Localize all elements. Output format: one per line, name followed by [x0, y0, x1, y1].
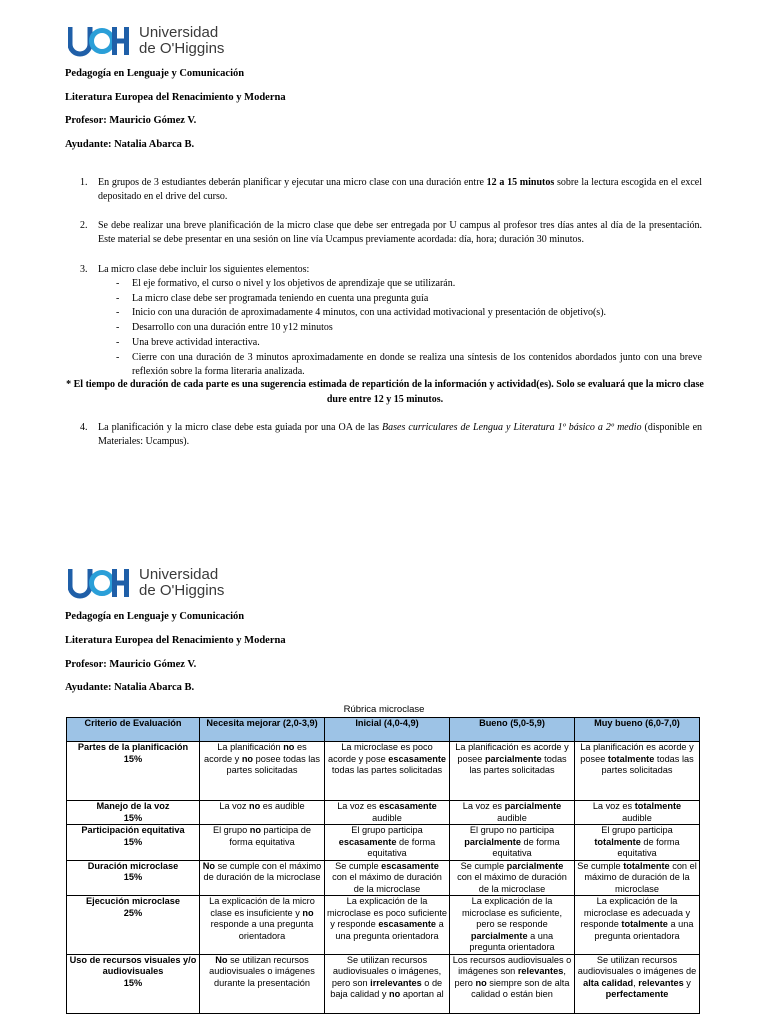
rubric-header-row — [67, 718, 700, 742]
logo-line-1: Universidad — [139, 24, 219, 41]
assistant-heading: Ayudante: Natalia Abarca B. — [65, 682, 195, 693]
criterion-cell: Duración microclase 15% — [67, 860, 200, 896]
criterion-cell: Participación equitativa 15% — [67, 825, 200, 861]
column-header: Necesita mejorar (2,0-3,9) — [200, 718, 325, 742]
university-logo — [68, 566, 224, 600]
list-item: - Cierre con una duración de 3 minutos aproximadamente en donde se realiza una síntesis de los contenidos abordados junto con una breve reflexión sobre la forma literaria analizada. — [116, 351, 702, 380]
course-heading: Literatura Europea del Renacimiento y Moderna — [65, 635, 286, 646]
rubric-cell: La explicación de la microclase es adecuada y responde totalmente a una pregunta orientadora — [575, 896, 700, 955]
rubric-cell: No se utilizan recursos audiovisuales o imágenes durante la presentación — [200, 954, 325, 1013]
assistant-heading: Ayudante: Natalia Abarca B. — [65, 139, 195, 150]
rubric-cell: Los recursos audiovisuales o imágenes son relevantes, pero no siempre son de alta calidad o están bien — [450, 954, 575, 1013]
instruction-item-2: Se debe realizar una breve planificación de la micro clase que debe ser entregada por U campus al profesor tres días antes al día de la presentación. Este material se debe presentar en una sesión on line vía Ucampus previamente acordada: día, hora; duración 30 minutos. — [98, 220, 702, 245]
criterion-cell: Uso de recursos visuales y/o audiovisuales 15% — [67, 954, 200, 1013]
item-number: 2. — [80, 220, 88, 231]
rubric-cell: La planificación es acorde y posee parcialmente todas las partes solicitadas — [450, 742, 575, 801]
rubric-cell: Se cumple totalmente con el máximo de duración de la microclase — [575, 860, 700, 896]
table-row — [67, 954, 700, 1013]
instruction-item-3: La micro clase debe incluir los siguientes elementos: — [98, 264, 310, 275]
rubric-cell: La voz es totalmente audible — [575, 801, 700, 825]
rubric-cell: La voz es escasamente audible — [325, 801, 450, 825]
item-number: 3. — [80, 264, 88, 275]
table-row — [67, 825, 700, 861]
rubric-cell: La voz no es audible — [200, 801, 325, 825]
rubric-cell: Se utilizan recursos audiovisuales o imágenes, pero son irrelevantes o de baja calidad y no aportan al — [325, 954, 450, 1013]
rubric-cell: Se cumple parcialmente con el máximo de duración de la microclase — [450, 860, 575, 896]
table-row — [67, 896, 700, 955]
rubric-cell: La planificación es acorde y posee totalmente todas las partes solicitadas — [575, 742, 700, 801]
rubric-cell: La explicación de la microclase es poco suficiente y responde escasamente a una pregunta orientadora — [325, 896, 450, 955]
table-row — [67, 742, 700, 801]
rubric-cell: La explicación de la micro clase es insuficiente y no responde a una pregunta orientadora — [200, 896, 325, 955]
rubric-cell: La planificación no es acorde y no posee todas las partes solicitadas — [200, 742, 325, 801]
instruction-item-1: En grupos de 3 estudiantes deberán planificar y ejecutar una micro clase con una duración entre 12 a 15 minutos sobre la lectura escogida en el excel depositado en el drive del curso. — [98, 177, 702, 202]
rubric-cell: Se utilizan recursos audiovisuales o imágenes de alta calidad, relevantes y perfectamente — [575, 954, 700, 1013]
column-header: Muy bueno (6,0-7,0) — [575, 718, 700, 742]
list-item: - La micro clase debe ser programada teniendo en cuenta una pregunta guía — [116, 292, 702, 307]
instruction-item-4: La planificación y la micro clase debe esta guiada por una OA de las Bases curriculares de Lengua y Literatura 1º básico a 2º medio (disponible en Materiales: Ucampus). — [98, 422, 703, 447]
rubric-cell: El grupo no participa de forma equitativa — [200, 825, 325, 861]
criterion-cell: Partes de la planificación 15% — [67, 742, 200, 801]
logo-line-2: de O'Higgins — [139, 582, 225, 599]
list-item: - El eje formativo, el curso o nivel y los objetivos de aprendizaje que se utilizarán. — [116, 277, 702, 292]
professor-heading: Profesor: Mauricio Gómez V. — [65, 659, 197, 670]
element-list — [116, 277, 702, 380]
criterion-cell: Manejo de la voz 15% — [67, 801, 200, 825]
item-number: 1. — [80, 177, 88, 188]
criterion-cell: Ejecución microclase 25% — [67, 896, 200, 955]
uoh-logo-icon — [68, 25, 130, 57]
rubric-cell: El grupo no participa parcialmente de forma equitativa — [450, 825, 575, 861]
rubric-cell: El grupo participa escasamente de forma equitativa — [325, 825, 450, 861]
table-row — [67, 801, 700, 825]
rubric-cell: La explicación de la microclase es suficiente, pero se responde parcialmente a una pregunta orientadora — [450, 896, 575, 955]
program-heading: Pedagogía en Lenguaje y Comunicación — [65, 68, 245, 79]
rubric-table — [66, 717, 700, 1014]
list-item: - Desarrollo con una duración entre 10 y12 minutos — [116, 321, 702, 336]
logo-line-2: de O'Higgins — [139, 40, 225, 57]
item-number: 4. — [80, 422, 88, 433]
program-heading: Pedagogía en Lenguaje y Comunicación — [65, 611, 245, 622]
column-header: Inicial (4,0-4,9) — [325, 718, 450, 742]
uoh-logo-icon — [68, 567, 130, 599]
logo-line-1: Universidad — [139, 566, 219, 583]
rubric-cell: No se cumple con el máximo de duración de la microclase — [200, 860, 325, 896]
rubric-title: Rúbrica microclase — [343, 704, 425, 715]
course-heading: Literatura Europea del Renacimiento y Moderna — [65, 92, 286, 103]
professor-heading: Profesor: Mauricio Gómez V. — [65, 115, 197, 126]
duration-note: * El tiempo de duración de cada parte es una sugerencia estimada de repartición de la información y actividad(es). Solo se evaluará que la micro clase dure entre 12 y 15 minutos. — [66, 379, 704, 405]
table-row — [67, 860, 700, 896]
rubric-cell: Se cumple escasamente con el máximo de duración de la microclase — [325, 860, 450, 896]
column-header: Bueno (5,0-5,9) — [450, 718, 575, 742]
university-logo — [68, 24, 224, 58]
list-item: - Una breve actividad interactiva. — [116, 336, 702, 351]
list-item: - Inicio con una duración de aproximadamente 4 minutos, con una actividad motivacional y presentación de objetivo(s). — [116, 306, 702, 321]
column-header: Criterio de Evaluación — [67, 718, 200, 742]
rubric-cell: La microclase es poco acorde y pose escasamente todas las partes solicitadas — [325, 742, 450, 801]
rubric-cell: El grupo participa totalmente de forma equitativa — [575, 825, 700, 861]
rubric-cell: La voz es parcialmente audible — [450, 801, 575, 825]
